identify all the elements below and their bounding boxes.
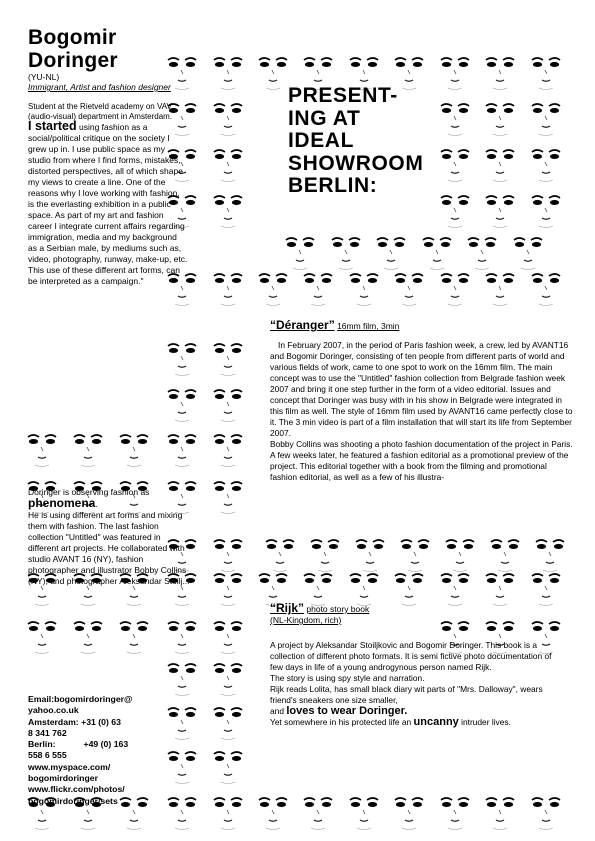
email-domain[interactable]: yahoo.co.uk [28,705,79,716]
face-motif [214,104,242,136]
face-motif [486,574,514,606]
phenomena-emphasis: phenomena [28,496,96,510]
headline: PRESENT- ING AT IDEAL SHOWROOM BERLIN: [288,84,424,198]
rijk-section-header [270,602,560,626]
rijk-title: “Rijk” [270,601,305,615]
face-motif [395,574,423,606]
face-motif [214,344,242,376]
face-motif [377,238,405,270]
face-motif [532,274,560,306]
face-motif [28,622,56,654]
observation-text: Doringer is observing fashion as phenomena. He is using different art forms and mixing them with fashion. The last fashion collection "Untitled" was featured in different art projects. He collaborated with studio AVANT 16 (NY), fashion photographer and illustrator Bobby Collins (NY), and photographer Aleksandar Stoilj... [28,487,190,586]
face-motif [259,798,287,830]
face-motif [304,274,332,306]
face-motif [350,798,378,830]
film-paragraph-1: In February 2007, in the period of Paris fashion week, a crew, led by AVANT16 and Bogomir Doringer, consisting of ten people from different parts of world and various fields of work, came to one spot to work on the 16mm film. The main concept was to use the "Untitled" fashion collection from Belgrade fashion week 2007 and bring it one step further in the form of a video editorial. Issues and concept that Doringer was busy with in his show in Belgrade were integrated in this film as well. The style of 16mm film used by AVANT16 came perfectly close to it. The 3 min video is part of a film installation that will start its life from September 2007. [270,340,573,438]
bio-lead: I started [28,119,77,134]
contact-info: Email:bogomirdoringer@ yahoo.co.uk Amsterdam: +31 (0) 63 8 341 762 Berlin: +49 (0) 163 558 6 555 www.myspace.com/ bogomirdoringer www.flickr.com/photos/ bogomirdoringer/sets [28,694,193,807]
film-title: “Déranger” [270,318,335,332]
face-motif [214,482,242,514]
face-motif [28,435,56,467]
rijk-description: A project by Aleksandar Stoiljkovic and Bogomir Doringer. This book is a collection of different photo formats. It is semi fictive photo documentation of few days in life of a young androgynous person named Rijk. The story is using spy style and narration. Rijk reads Lolita, has small black diary wit parts of "Mrs. Dalloway", wears friend's sneakers one size smaller, and loves to wear Doringer. Yet somewhere in his protected life an uncanny intruder lives. [270,640,552,728]
uncanny-emphasis: uncanny [413,716,459,728]
face-motif [259,274,287,306]
face-motif [486,104,514,136]
film-meta: 16mm film, 3min [337,321,400,331]
face-motif [468,238,496,270]
face-motif [532,104,560,136]
face-motif [214,798,242,830]
face-motif [332,238,360,270]
face-motif [486,150,514,182]
face-motif [214,58,242,90]
face-motif [168,622,196,654]
face-motif [395,274,423,306]
face-motif [214,708,242,740]
artist-role: Immigrant, Artist and fashion designer [28,82,171,92]
face-motif [441,798,469,830]
face-motif [214,540,242,572]
film-section [270,319,575,556]
face-motif [532,58,560,90]
face-motif [423,238,451,270]
artist-name-last: Doringer [28,49,118,72]
face-motif [532,196,560,228]
myspace-link[interactable]: www.myspace.com/ [28,761,111,772]
face-motif [441,574,469,606]
face-motif [286,238,314,270]
face-motif [214,752,242,784]
face-motif [514,238,542,270]
face-motif [214,150,242,182]
face-motif [486,58,514,90]
face-motif [486,798,514,830]
flickr-link[interactable]: www.flickr.com/photos/ [28,784,125,795]
face-motif [74,435,102,467]
student-info: Student at the Rietveld academy on VAV (audio-visual) department in Amsterdam. [28,102,173,121]
artist-name-first: Bogomir [28,26,117,49]
face-motif [168,390,196,422]
face-motif [259,58,287,90]
artist-bio [28,121,188,287]
bio-text: using fashion as a social/political critique on the society I grew up in. I use public space as my studio from where I find forms, mistakes, distorted perspectives, all of which shape my views to create a line. One of the reasons why I love working with fashion, is the everlasting exhibition in a public space. As part of my art and fashion career I integrate current affairs regarding immigration, media and my background as a Serbian male, by mediums such as, video, photography, runway, make-up, etc. This use of these different art forms, can be interpreted as a campaign." [28,122,188,287]
face-motif [441,274,469,306]
face-motif [214,196,242,228]
face-motif [486,196,514,228]
rijk-subtitle: (NL-Kingdom, rich) [270,615,342,625]
face-motif [350,274,378,306]
face-motif [214,664,242,696]
face-motif [168,435,196,467]
face-motif [214,574,242,606]
amsterdam-phone: Amsterdam: +31 (0) 63 [28,716,121,727]
face-motif [304,574,332,606]
face-motif [168,664,196,696]
face-motif [304,798,332,830]
face-motif [120,622,148,654]
face-motif [441,196,469,228]
film-paragraph-2: Bobby Collins was shooting a photo fashion documentation of the project in Paris. A few weeks later, he featured a fashion editorial as a promotional preview of the project. This editorial together with a book from the filming and promotional fashion editorial, as well as a few of his illustra- [270,439,573,482]
face-motif [214,435,242,467]
email-label[interactable]: Email:bogomirdoringer@ [28,694,133,704]
face-motif [214,622,242,654]
berlin-phone: Berlin: +49 (0) 163 [28,739,129,750]
face-motif [395,798,423,830]
face-motif [350,574,378,606]
face-motif [74,622,102,654]
artist-profile [28,26,188,287]
face-motif [168,344,196,376]
face-motif [120,435,148,467]
face-motif [486,274,514,306]
artist-origin: (YU-NL) [28,72,60,82]
face-motif [532,798,560,830]
face-motif [214,390,242,422]
face-motif [532,574,560,606]
face-motif [532,150,560,182]
face-motif [214,274,242,306]
loves-doringer-emphasis: loves to wear Doringer. [286,705,408,717]
rijk-meta: photo story book [306,604,370,614]
